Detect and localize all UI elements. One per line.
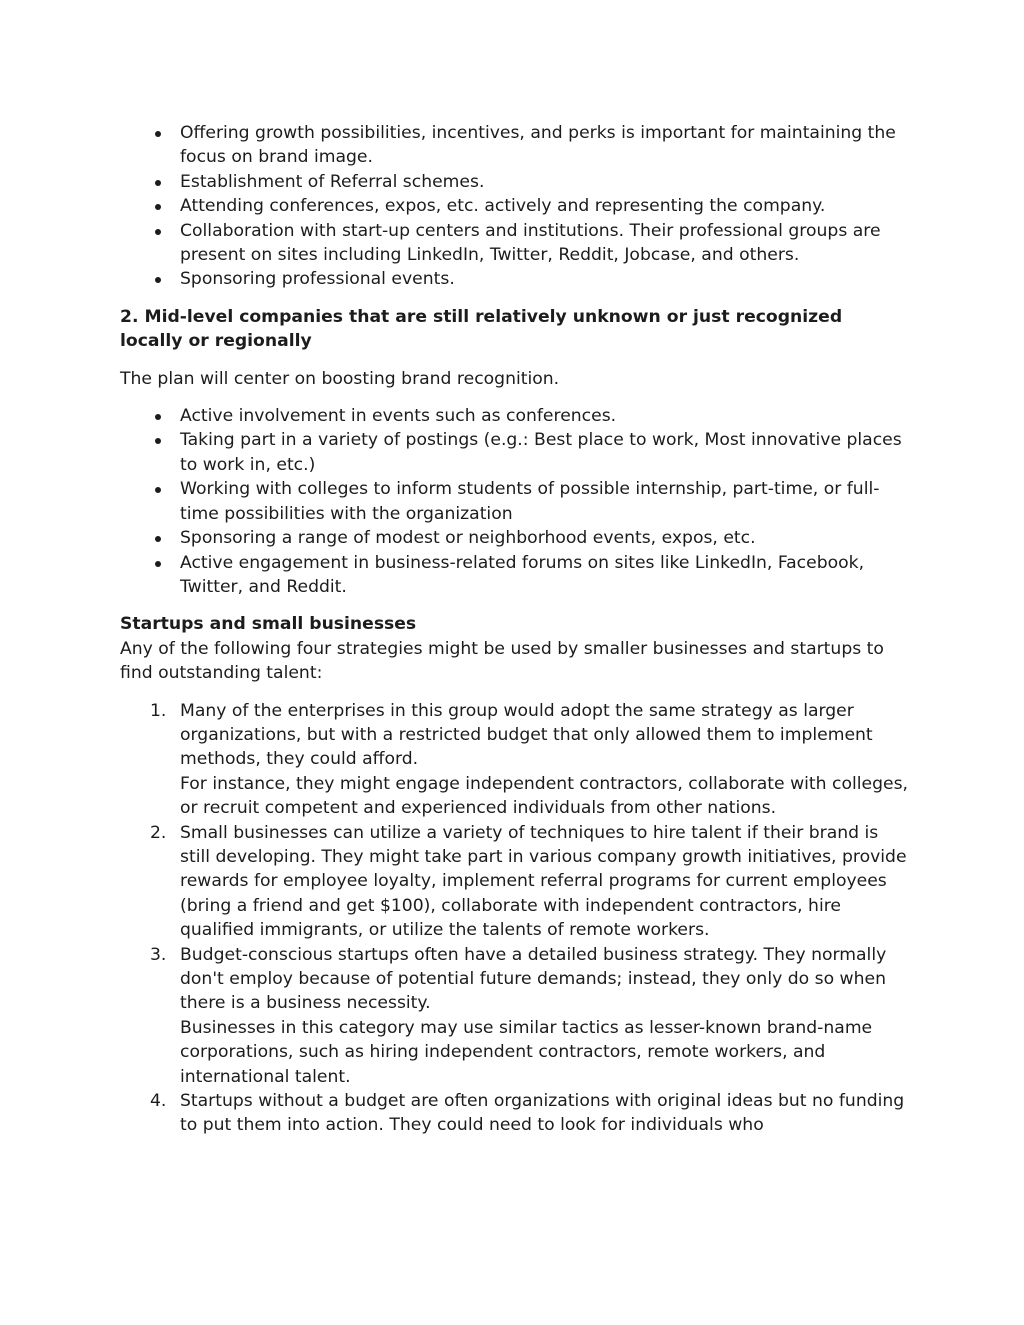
list-item: Taking part in a variety of postings (e.g.: Best place to work, Most innovative places to work in, etc.) — [120, 428, 910, 477]
list-number: 3. — [150, 944, 167, 965]
bullet-list-recruiting-tactics — [120, 121, 910, 292]
list-item: Collaboration with start-up centers and institutions. Their professional groups are present on sites including LinkedIn, Twitter, Reddit, Jobcase, and others. — [120, 219, 910, 268]
section-intro-startups: Any of the following four strategies might be used by smaller businesses and startups to find outstanding talent: — [120, 638, 884, 684]
list-item: Offering growth possibilities, incentives, and perks is important for maintaining the focus on brand image. — [120, 121, 910, 170]
list-item: Active involvement in events such as conferences. — [120, 404, 910, 428]
list-item-text: Small businesses can utilize a variety of techniques to hire talent if their brand is still developing. They might take part in various company growth initiatives, provide rewards for employee loyalty, implement referral programs for current employees (bring a friend and get $100), collaborate with independent contractors, hire qualified immigrants, or utilize the talents of remote workers. — [180, 822, 907, 941]
list-number: 1. — [150, 700, 167, 721]
section-heading-mid-level: 2. Mid-level companies that are still relatively unknown or just recognized locally or regionally — [120, 306, 843, 352]
list-number: 4. — [150, 1091, 167, 1112]
bullet-list-mid-level — [120, 404, 910, 599]
list-item — [120, 1089, 910, 1138]
list-item: Working with colleges to inform students of possible internship, part-time, or full-time possibilities with the organization — [120, 477, 910, 526]
document-page — [120, 119, 910, 1138]
list-item: Sponsoring a range of modest or neighborhood events, expos, etc. — [120, 526, 910, 550]
list-item-text: Budget-conscious startups often have a detailed business strategy. They normally don't employ because of potential future demands; instead, they only do so when there is a business necessity. — [180, 944, 887, 1014]
numbered-list-strategies — [120, 699, 910, 1138]
list-item — [120, 699, 910, 821]
list-item — [120, 821, 910, 943]
list-number: 2. — [150, 822, 167, 843]
list-item: Establishment of Referral schemes. — [120, 170, 910, 194]
list-item-text: For instance, they might engage independent contractors, collaborate with colleges, or recruit competent and experienced individuals from other nations. — [180, 773, 909, 819]
list-item: Sponsoring professional events. — [120, 267, 910, 291]
list-item: Active engagement in business-related forums on sites like LinkedIn, Facebook, Twitter, and Reddit. — [120, 551, 910, 600]
list-item-text: Startups without a budget are often organizations with original ideas but no funding to put them into action. They could need to look for individuals who — [180, 1091, 905, 1136]
list-item-text: Many of the enterprises in this group would adopt the same strategy as larger organizations, but with a restricted budget that only allowed them to implement methods, they could afford. — [180, 700, 873, 770]
section-intro-mid-level: The plan will center on boosting brand recognition. — [120, 368, 560, 389]
list-item: Attending conferences, expos, etc. actively and representing the company. — [120, 194, 910, 218]
list-item — [120, 943, 910, 1089]
section-heading-startups: Startups and small businesses — [120, 614, 417, 635]
list-item-text: Businesses in this category may use similar tactics as lesser-known brand-name corporations, such as hiring independent contractors, remote workers, and international talent. — [180, 1017, 873, 1087]
